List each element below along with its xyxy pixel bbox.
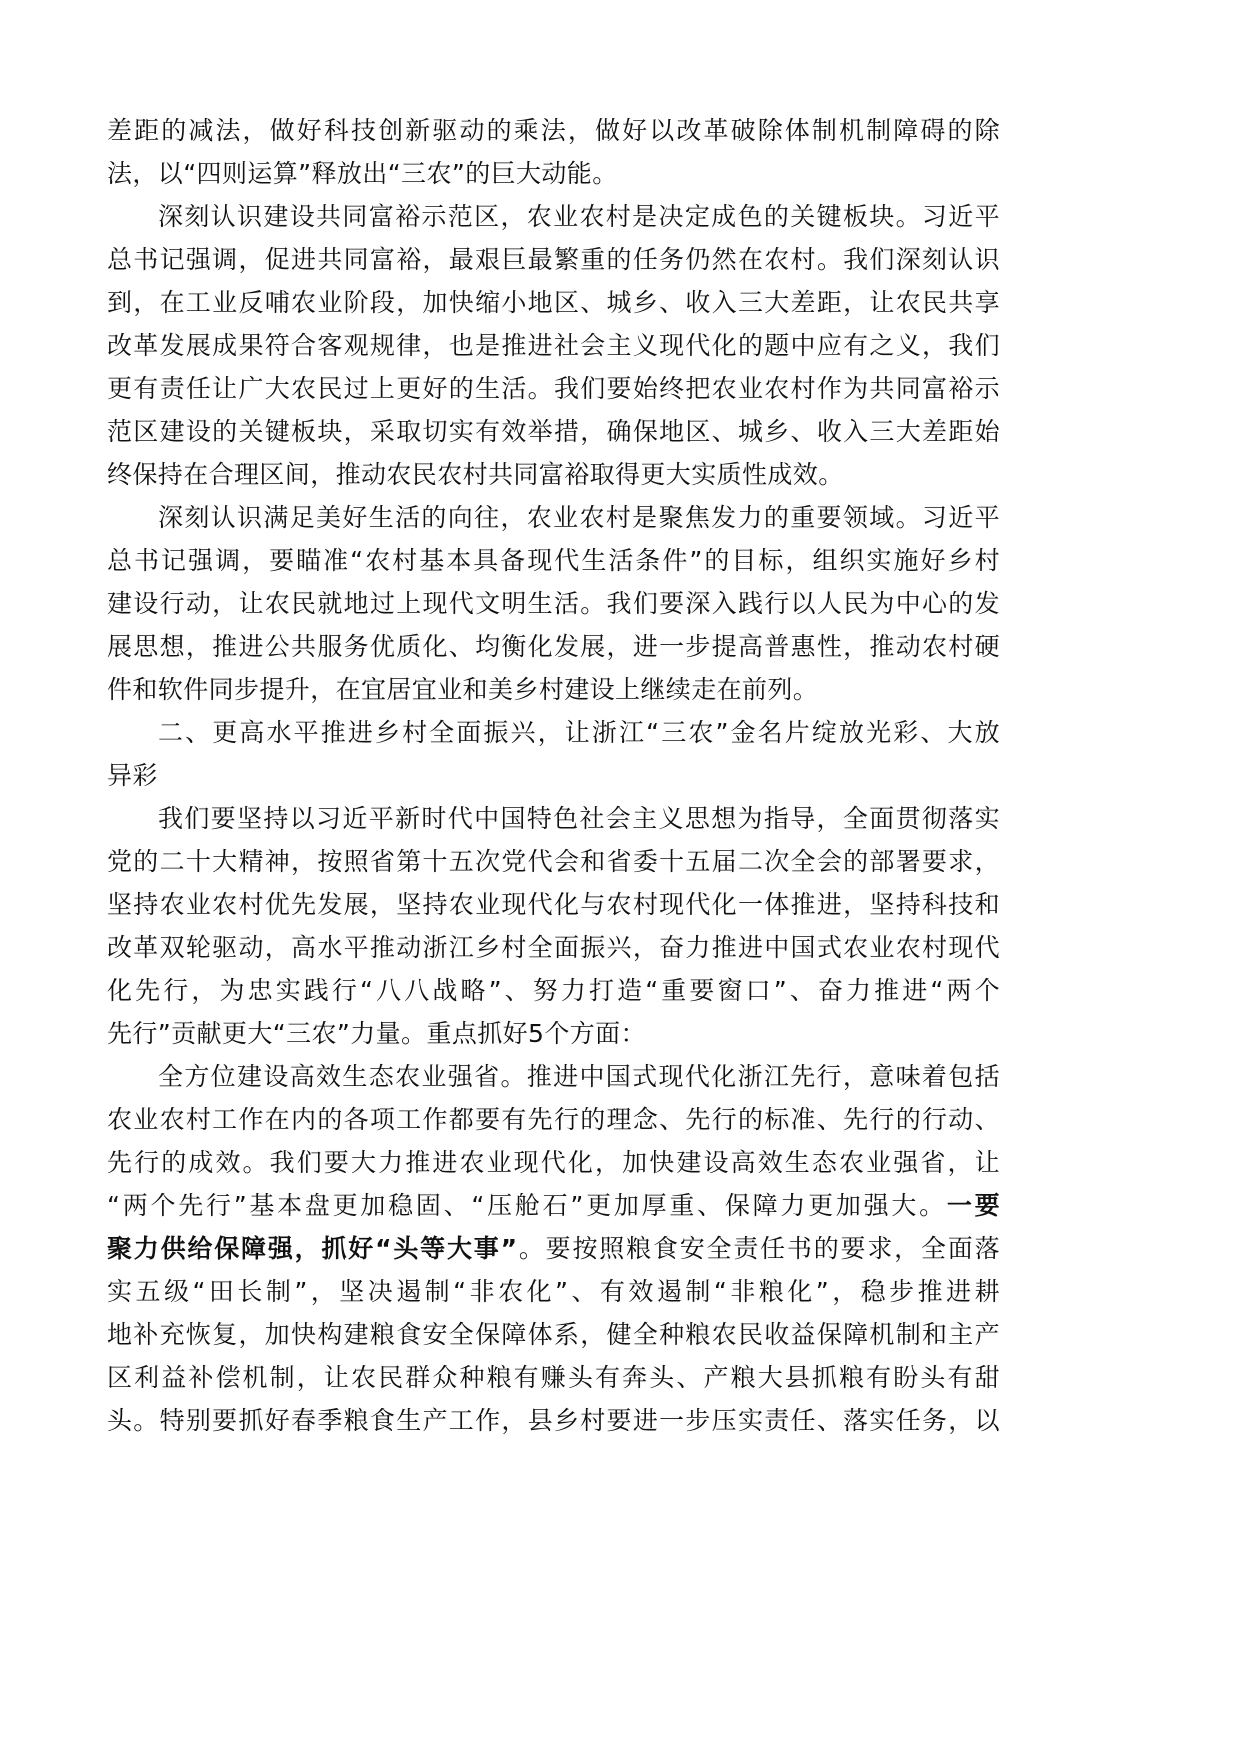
- text-line: 头。特别要抓好春季粮食生产工作，县乡村要进一步压实责任、落实任务，以: [107, 1406, 1000, 1435]
- text-line: 先行的成效。我们要大力推进农业现代化，加快建设高效生态农业强省，让: [107, 1148, 1000, 1177]
- text-line: 全方位建设高效生态农业强省。推进中国式现代化浙江先行，意味着包括: [158, 1062, 1000, 1091]
- text-line: 深刻认识满足美好生活的向往，农业农村是聚焦发力的重要领域。习近平: [158, 503, 1000, 532]
- text-line: 差距的减法，做好科技创新驱动的乘法，做好以改革破除体制机制障碍的除: [107, 116, 1000, 145]
- text-line: 深刻认识建设共同富裕示范区，农业农村是决定成色的关键板块。习近平: [158, 202, 1000, 231]
- bold-text-span: 一要: [946, 1191, 1000, 1220]
- text-line: 终保持在合理区间，推动农民农村共同富裕取得更大实质性成效。: [107, 460, 844, 489]
- text-line: 地补充恢复，加快构建粮食安全保障体系，健全种粮农民收益保障机制和主产: [107, 1320, 1000, 1349]
- text-line: 件和软件同步提升，在宜居宜业和美乡村建设上继续走在前列。: [107, 675, 819, 704]
- text-line: 二、更高水平推进乡村全面振兴，让浙江“三农”金名片绽放光彩、大放: [158, 718, 1000, 747]
- text-span: “两个先行”基本盘更加稳固、“压舱石”更加厚重、保障力更加强大。: [107, 1191, 947, 1220]
- text-line: 范区建设的关键板块，采取切实有效举措，确保地区、城乡、收入三大差距始: [107, 417, 1000, 446]
- text-line: 改革发展成果符合客观规律，也是推进社会主义现代化的题中应有之义，我们: [107, 331, 1000, 360]
- text-line: 更有责任让广大农民过上更好的生活。我们要始终把农业农村作为共同富裕示: [107, 374, 1000, 403]
- text-span: 。要按照粮食安全责任书的要求，全面落: [517, 1234, 1001, 1263]
- text-line: 先行”贡献更大“三农”力量。重点抓好5个方面：: [107, 1019, 646, 1048]
- text-line: [107, 1232, 1000, 1266]
- text-line: 展思想，推进公共服务优质化、均衡化发展，进一步提高普惠性，推动农村硬: [107, 632, 1000, 661]
- text-line: 法，以“四则运算”释放出“三农”的巨大动能。: [107, 159, 618, 188]
- text-line: 区利益补偿机制，让农民群众种粮有赚头有奔头、产粮大县抓粮有盼头有甜: [107, 1363, 1000, 1392]
- text-line: 异彩: [107, 761, 158, 790]
- text-line: 建设行动，让农民就地过上现代文明生活。我们要深入践行以人民为中心的发: [107, 589, 1000, 618]
- text-line: 党的二十大精神，按照省第十五次党代会和省委十五届二次全会的部署要求，: [107, 847, 1000, 876]
- text-line: 到，在工业反哺农业阶段，加快缩小地区、城乡、收入三大差距，让农民共享: [107, 288, 1000, 317]
- text-line: 总书记强调，要瞄准“农村基本具备现代生活条件”的目标，组织实施好乡村: [107, 546, 1000, 575]
- text-line: 农业农村工作在内的各项工作都要有先行的理念、先行的标准、先行的行动、: [107, 1105, 1000, 1134]
- bold-text-span: 聚力供给保障强，抓好“头等大事”: [107, 1234, 518, 1263]
- text-line: 总书记强调，促进共同富裕，最艰巨最繁重的任务仍然在农村。我们深刻认识: [107, 245, 1000, 274]
- text-line: 我们要坚持以习近平新时代中国特色社会主义思想为指导，全面贯彻落实: [158, 804, 1000, 833]
- text-line: 实五级“田长制”，坚决遏制“非农化”、有效遏制“非粮化”，稳步推进耕: [107, 1277, 1000, 1306]
- text-line: 化先行，为忠实践行“八八战略”、努力打造“重要窗口”、奋力推进“两个: [107, 976, 1000, 1005]
- text-line: 改革双轮驱动，高水平推动浙江乡村全面振兴，奋力推进中国式农业农村现代: [107, 933, 1000, 962]
- text-line: 坚持农业农村优先发展，坚持农业现代化与农村现代化一体推进，坚持科技和: [107, 890, 1000, 919]
- text-line: [107, 1189, 1000, 1223]
